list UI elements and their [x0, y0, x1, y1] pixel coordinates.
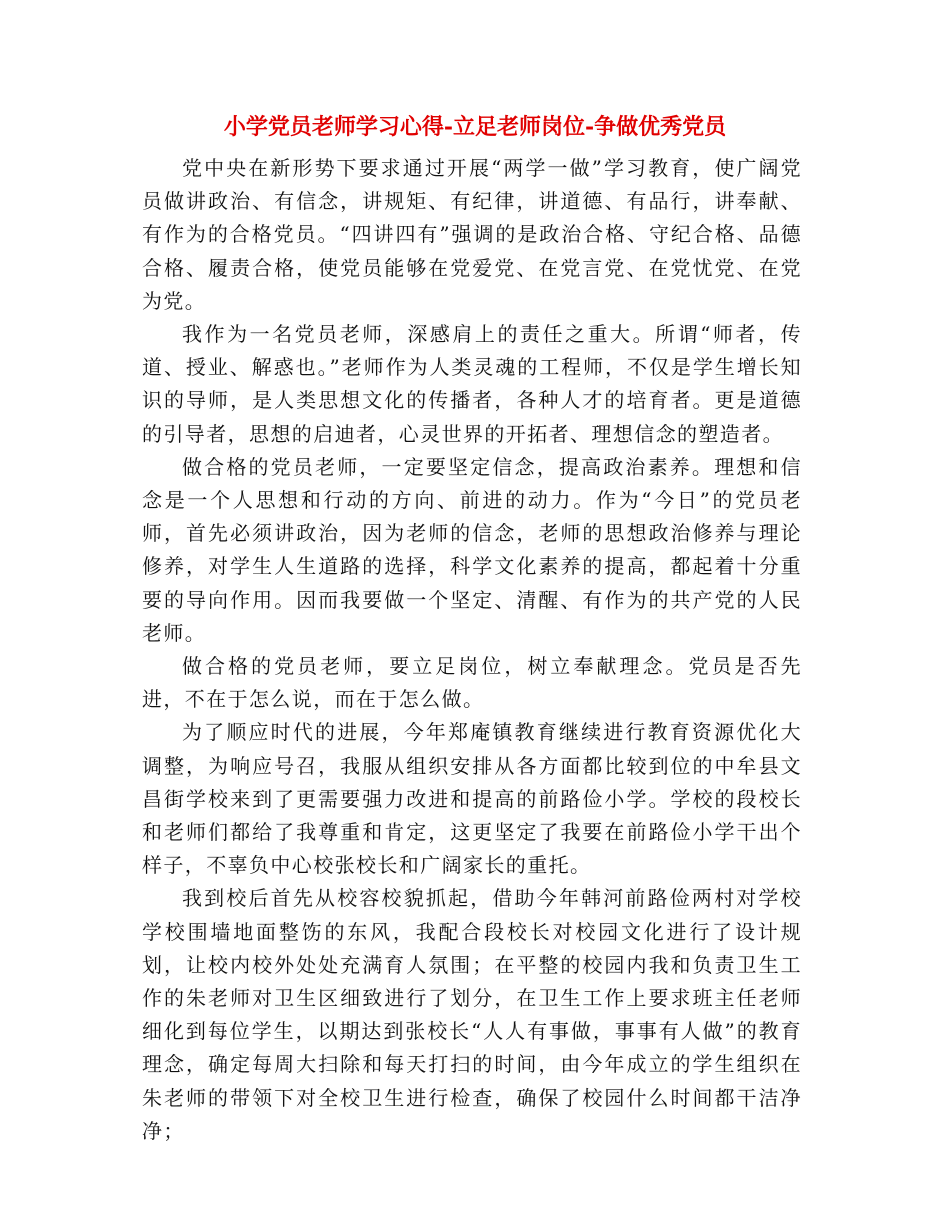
- document-body: [142, 152, 802, 1148]
- paragraph: 做合格的党员老师，要立足岗位，树立奉献理念。党员是否先进，不在于怎么说，而在于怎么做。: [142, 654, 802, 712]
- document-title: 小学党员老师学习心得-立足老师岗位-争做优秀党员: [223, 114, 727, 140]
- paragraph: 党中央在新形势下要求通过开展“两学一做”学习教育，使广阔党员做讲政治、有信念，讲规矩、有纪律，讲道德、有品行，讲奉献、有作为的合格党员。“四讲四有”强调的是政治合格、守纪合格、品德合格、履责合格，使党员能够在党爱党、在党言党、在党忧党、在党为党。: [142, 156, 802, 313]
- paragraph: 我到校后首先从校容校貌抓起，借助今年韩河前路俭两村对学校学校围墙地面整饬的东风，我配合段校长对校园文化进行了设计规划，让校内校外处处充满育人氛围；在平整的校园内我和负责卫生工作的朱老师对卫生区细致进行了划分，在卫生工作上要求班主任老师细化到每位学生，以期达到张校长“人人有事做，事事有人做”的教育理念，确定每周大扫除和每天打扫的时间，由今年成立的学生组织在朱老师的带领下对全校卫生进行检查，确保了校园什么时间都干洁净净；: [142, 886, 802, 1143]
- paragraph: 为了顺应时代的进展，今年郑庵镇教育继续进行教育资源优化大调整，为响应号召，我服从组织安排从各方面都比较到位的中牟县文昌街学校来到了更需要强力改进和提高的前路俭小学。学校的段校长和老师们都给了我尊重和肯定，这更坚定了我要在前路俭小学干出个样子，不辜负中心校张校长和广阔家长的重托。: [142, 720, 802, 878]
- paragraph: 我作为一名党员老师，深感肩上的责任之重大。所谓“师者，传道、授业、解惑也。”老师作为人类灵魂的工程师，不仅是学生增长知识的导师，是人类思想文化的传播者，各种人才的培育者。更是道德的引导者，思想的启迪者，心灵世界的开拓者、理想信念的塑造者。: [142, 322, 802, 446]
- paragraph: 做合格的党员老师，一定要坚定信念，提高政治素养。理想和信念是一个人思想和行动的方向、前进的动力。作为“今日”的党员老师，首先必须讲政治，因为老师的信念，老师的思想政治修养与理论修养，对学生人生道路的选择，科学文化素养的提高，都起着十分重要的导向作用。因而我要做一个坚定、清醒、有作为的共产党的人民老师。: [142, 454, 802, 645]
